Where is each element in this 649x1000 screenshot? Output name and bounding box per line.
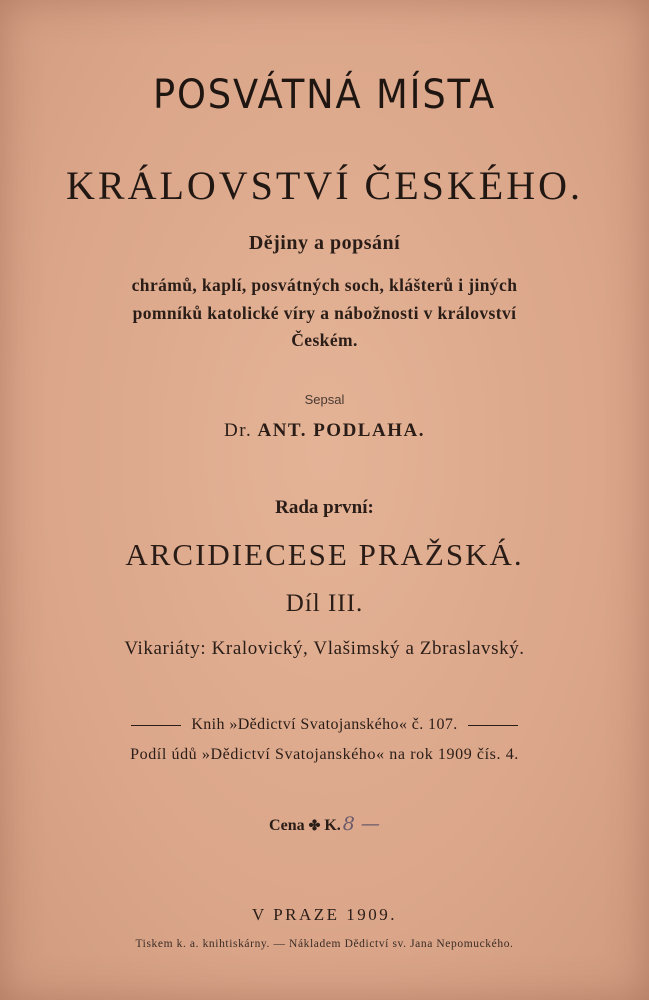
vicariates: Vikariáty: Kralovický, Vlašimský a Zbraslavský.	[124, 638, 525, 659]
subtitle: Dějiny a popsání	[248, 232, 401, 254]
printer-imprint: Tiskem k. a. knihtiskárny. — Nákladem Dědictví sv. Jana Nepomuckého.	[135, 938, 514, 950]
author-name: ANT. PODLAHA.	[257, 420, 425, 441]
volume: Díl III.	[285, 590, 364, 617]
description-line-1: chrámů, kaplí, posvátných soch, klášterů i jiných	[131, 275, 518, 295]
description-line-2: pomníků katolické víry a nábožnosti v království	[132, 303, 517, 323]
rule-right	[468, 725, 518, 726]
rule-left	[131, 725, 181, 726]
title-line-2: KRÁLOVSTVÍ ČESKÉHO.	[66, 163, 583, 208]
description-line-3: Českém.	[291, 330, 358, 350]
title-line-1: POSVÁTNÁ MÍSTA	[152, 72, 497, 118]
author-prefix: Dr.	[224, 420, 253, 441]
price-currency: K.	[324, 817, 341, 834]
books-line-text: Knih »Dědictví Svatojanského« č. 107.	[191, 716, 458, 733]
series-label: Rada první:	[275, 497, 374, 518]
price-value: 8 —	[342, 813, 380, 835]
series-name: ARCIDIECESE PRAŽSKÁ.	[125, 537, 524, 572]
books-line	[0, 716, 649, 734]
price-label: Cena	[269, 817, 305, 834]
ornament-icon: ✤	[308, 819, 321, 834]
price-line	[0, 813, 649, 835]
share-line: Podíl údů »Dědictví Svatojanského« na rok 1909 čís. 4.	[130, 746, 519, 763]
author-label: Sepsal	[304, 392, 345, 407]
author-line	[0, 420, 649, 442]
place-year: V PRAZE 1909.	[251, 905, 398, 924]
